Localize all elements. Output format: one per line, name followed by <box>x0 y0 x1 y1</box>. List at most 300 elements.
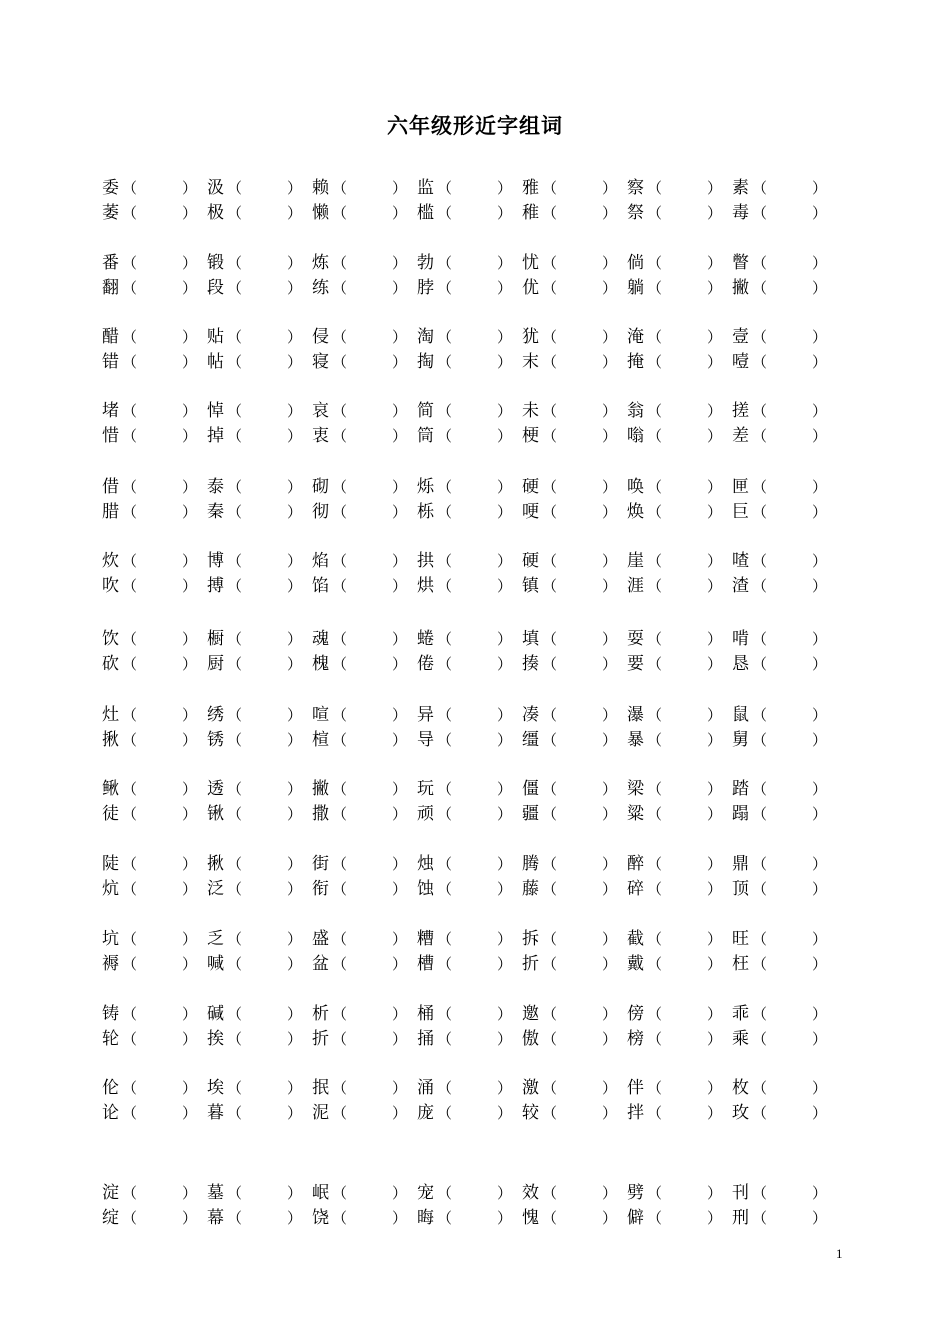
close-paren: ） <box>392 353 408 371</box>
open-paren: （ <box>752 880 768 898</box>
open-paren: （ <box>122 353 138 371</box>
close-paren: ） <box>497 204 513 222</box>
close-paren: ） <box>707 855 723 873</box>
close-paren: ） <box>182 731 198 749</box>
close-paren: ） <box>182 328 198 346</box>
close-paren: ） <box>182 1184 198 1202</box>
open-paren: （ <box>332 731 348 749</box>
close-paren: ） <box>182 706 198 724</box>
character: 撒 <box>312 804 329 824</box>
character: 栎 <box>417 502 434 522</box>
open-paren: （ <box>437 731 453 749</box>
open-paren: （ <box>752 805 768 823</box>
close-paren: ） <box>182 1005 198 1023</box>
close-paren: ） <box>497 855 513 873</box>
character: 乏 <box>207 929 224 949</box>
open-paren: （ <box>122 1209 138 1227</box>
open-paren: （ <box>647 179 663 197</box>
character: 掩 <box>627 352 644 372</box>
worksheet-row <box>0 1101 950 1125</box>
close-paren: ） <box>287 179 303 197</box>
character: 楦 <box>312 730 329 750</box>
close-paren: ） <box>707 731 723 749</box>
close-paren: ） <box>497 930 513 948</box>
close-paren: ） <box>707 402 723 420</box>
character: 碎 <box>627 879 644 899</box>
close-paren: ） <box>707 655 723 673</box>
character: 毒 <box>732 203 749 223</box>
character: 砍 <box>102 654 119 674</box>
worksheet-row <box>0 652 950 676</box>
character: 蜷 <box>417 629 434 649</box>
open-paren: （ <box>647 328 663 346</box>
open-paren: （ <box>647 780 663 798</box>
character: 镇 <box>522 576 539 596</box>
close-paren: ） <box>497 552 513 570</box>
close-paren: ） <box>392 655 408 673</box>
worksheet-row <box>0 500 950 524</box>
close-paren: ） <box>707 706 723 724</box>
close-paren: ） <box>707 427 723 445</box>
close-paren: ） <box>392 855 408 873</box>
close-paren: ） <box>287 1005 303 1023</box>
close-paren: ） <box>287 552 303 570</box>
close-paren: ） <box>497 1005 513 1023</box>
open-paren: （ <box>542 630 558 648</box>
open-paren: （ <box>647 1005 663 1023</box>
character: 暮 <box>207 1103 224 1123</box>
close-paren: ） <box>497 179 513 197</box>
open-paren: （ <box>752 1005 768 1023</box>
character: 惜 <box>102 426 119 446</box>
close-paren: ） <box>182 503 198 521</box>
worksheet-row <box>0 475 950 499</box>
close-paren: ） <box>602 1104 618 1122</box>
character: 翁 <box>627 401 644 421</box>
character: 烘 <box>417 576 434 596</box>
open-paren: （ <box>752 930 768 948</box>
character: 搏 <box>207 576 224 596</box>
character: 埃 <box>207 1078 224 1098</box>
open-paren: （ <box>122 1005 138 1023</box>
open-paren: （ <box>332 328 348 346</box>
open-paren: （ <box>437 353 453 371</box>
character: 汲 <box>207 178 224 198</box>
open-paren: （ <box>227 1209 243 1227</box>
character: 躺 <box>627 278 644 298</box>
close-paren: ） <box>392 1030 408 1048</box>
character: 硬 <box>522 477 539 497</box>
character: 截 <box>627 929 644 949</box>
open-paren: （ <box>542 478 558 496</box>
open-paren: （ <box>332 1030 348 1048</box>
character: 耍 <box>627 629 644 649</box>
open-paren: （ <box>542 731 558 749</box>
open-paren: （ <box>647 1030 663 1048</box>
open-paren: （ <box>647 577 663 595</box>
open-paren: （ <box>542 655 558 673</box>
close-paren: ） <box>812 402 828 420</box>
open-paren: （ <box>542 706 558 724</box>
close-paren: ） <box>287 780 303 798</box>
open-paren: （ <box>752 552 768 570</box>
worksheet-row <box>0 627 950 651</box>
worksheet-row <box>0 802 950 826</box>
character: 筒 <box>417 426 434 446</box>
close-paren: ） <box>602 955 618 973</box>
character: 崖 <box>627 551 644 571</box>
character: 暴 <box>627 730 644 750</box>
open-paren: （ <box>437 577 453 595</box>
open-paren: （ <box>542 552 558 570</box>
close-paren: ） <box>497 402 513 420</box>
character: 烛 <box>417 854 434 874</box>
open-paren: （ <box>437 503 453 521</box>
character: 壹 <box>732 327 749 347</box>
close-paren: ） <box>602 1209 618 1227</box>
character: 借 <box>102 477 119 497</box>
character: 炼 <box>312 253 329 273</box>
close-paren: ） <box>497 1209 513 1227</box>
close-paren: ） <box>497 880 513 898</box>
close-paren: ） <box>812 552 828 570</box>
close-paren: ） <box>497 328 513 346</box>
close-paren: ） <box>497 1079 513 1097</box>
close-paren: ） <box>392 1079 408 1097</box>
close-paren: ） <box>392 1184 408 1202</box>
open-paren: （ <box>122 254 138 272</box>
character: 旺 <box>732 929 749 949</box>
open-paren: （ <box>332 1079 348 1097</box>
worksheet-row <box>0 1027 950 1051</box>
open-paren: （ <box>752 402 768 420</box>
close-paren: ） <box>602 179 618 197</box>
character: 番 <box>102 253 119 273</box>
character: 激 <box>522 1078 539 1098</box>
close-paren: ） <box>602 254 618 272</box>
character: 析 <box>312 1004 329 1024</box>
close-paren: ） <box>812 328 828 346</box>
character: 馅 <box>312 576 329 596</box>
open-paren: （ <box>227 855 243 873</box>
close-paren: ） <box>707 552 723 570</box>
close-paren: ） <box>812 930 828 948</box>
close-paren: ） <box>812 577 828 595</box>
character: 疆 <box>522 804 539 824</box>
open-paren: （ <box>437 1030 453 1048</box>
close-paren: ） <box>602 930 618 948</box>
character: 愧 <box>522 1208 539 1228</box>
close-paren: ） <box>182 880 198 898</box>
close-paren: ） <box>287 353 303 371</box>
close-paren: ） <box>812 254 828 272</box>
close-paren: ） <box>497 706 513 724</box>
open-paren: （ <box>647 279 663 297</box>
character: 错 <box>102 352 119 372</box>
worksheet-row <box>0 927 950 951</box>
close-paren: ） <box>602 780 618 798</box>
character: 脖 <box>417 278 434 298</box>
open-paren: （ <box>332 630 348 648</box>
open-paren: （ <box>437 1079 453 1097</box>
close-paren: ） <box>392 427 408 445</box>
close-paren: ） <box>602 503 618 521</box>
close-paren: ） <box>392 204 408 222</box>
open-paren: （ <box>752 254 768 272</box>
character: 盆 <box>312 954 329 974</box>
close-paren: ） <box>287 880 303 898</box>
open-paren: （ <box>647 930 663 948</box>
open-paren: （ <box>752 179 768 197</box>
close-paren: ） <box>497 279 513 297</box>
open-paren: （ <box>542 930 558 948</box>
character: 劈 <box>627 1183 644 1203</box>
character: 倦 <box>417 654 434 674</box>
character: 堵 <box>102 401 119 421</box>
close-paren: ） <box>812 353 828 371</box>
open-paren: （ <box>752 655 768 673</box>
close-paren: ） <box>392 955 408 973</box>
character: 饮 <box>102 629 119 649</box>
character: 极 <box>207 203 224 223</box>
close-paren: ） <box>497 955 513 973</box>
character: 烁 <box>417 477 434 497</box>
open-paren: （ <box>542 1005 558 1023</box>
open-paren: （ <box>437 706 453 724</box>
close-paren: ） <box>392 179 408 197</box>
character: 泥 <box>312 1103 329 1123</box>
close-paren: ） <box>392 254 408 272</box>
character: 异 <box>417 705 434 725</box>
close-paren: ） <box>707 204 723 222</box>
close-paren: ） <box>182 630 198 648</box>
character: 噎 <box>732 352 749 372</box>
open-paren: （ <box>122 328 138 346</box>
character: 街 <box>312 854 329 874</box>
character: 监 <box>417 178 434 198</box>
open-paren: （ <box>752 780 768 798</box>
character: 锈 <box>207 730 224 750</box>
worksheet-row <box>0 877 950 901</box>
character: 淘 <box>417 327 434 347</box>
close-paren: ） <box>182 655 198 673</box>
close-paren: ） <box>497 630 513 648</box>
character: 榜 <box>627 1029 644 1049</box>
close-paren: ） <box>497 503 513 521</box>
character: 贴 <box>207 327 224 347</box>
close-paren: ） <box>497 1030 513 1048</box>
close-paren: ） <box>287 402 303 420</box>
close-paren: ） <box>707 805 723 823</box>
character: 梁 <box>627 779 644 799</box>
close-paren: ） <box>602 1079 618 1097</box>
open-paren: （ <box>332 655 348 673</box>
character: 犹 <box>522 327 539 347</box>
close-paren: ） <box>392 478 408 496</box>
open-paren: （ <box>752 478 768 496</box>
open-paren: （ <box>542 328 558 346</box>
character: 巨 <box>732 502 749 522</box>
close-paren: ） <box>497 1184 513 1202</box>
character: 揍 <box>522 654 539 674</box>
close-paren: ） <box>707 478 723 496</box>
open-paren: （ <box>227 1079 243 1097</box>
open-paren: （ <box>647 1079 663 1097</box>
open-paren: （ <box>437 855 453 873</box>
character: 宠 <box>417 1183 434 1203</box>
open-paren: （ <box>542 1104 558 1122</box>
open-paren: （ <box>332 880 348 898</box>
open-paren: （ <box>752 328 768 346</box>
close-paren: ） <box>392 328 408 346</box>
close-paren: ） <box>602 353 618 371</box>
open-paren: （ <box>227 1005 243 1023</box>
character: 邀 <box>522 1004 539 1024</box>
character: 效 <box>522 1183 539 1203</box>
close-paren: ） <box>287 1184 303 1202</box>
close-paren: ） <box>497 254 513 272</box>
close-paren: ） <box>812 805 828 823</box>
close-paren: ） <box>602 731 618 749</box>
character: 炊 <box>102 551 119 571</box>
open-paren: （ <box>437 930 453 948</box>
character: 翻 <box>102 278 119 298</box>
close-paren: ） <box>287 855 303 873</box>
close-paren: ） <box>182 179 198 197</box>
close-paren: ） <box>707 1104 723 1122</box>
open-paren: （ <box>122 279 138 297</box>
character: 唤 <box>627 477 644 497</box>
character: 饶 <box>312 1208 329 1228</box>
worksheet-row <box>0 399 950 423</box>
character: 伴 <box>627 1078 644 1098</box>
close-paren: ） <box>812 1209 828 1227</box>
character: 陡 <box>102 854 119 874</box>
open-paren: （ <box>122 731 138 749</box>
character: 拱 <box>417 551 434 571</box>
character: 渣 <box>732 576 749 596</box>
open-paren: （ <box>122 1030 138 1048</box>
character: 傲 <box>522 1029 539 1049</box>
open-paren: （ <box>437 204 453 222</box>
character: 折 <box>312 1029 329 1049</box>
character: 醉 <box>627 854 644 874</box>
open-paren: （ <box>227 503 243 521</box>
worksheet-row <box>0 350 950 374</box>
open-paren: （ <box>542 503 558 521</box>
open-paren: （ <box>647 1184 663 1202</box>
character: 哽 <box>522 502 539 522</box>
character: 晦 <box>417 1208 434 1228</box>
character: 锹 <box>207 804 224 824</box>
open-paren: （ <box>332 780 348 798</box>
worksheet-row <box>0 201 950 225</box>
character: 段 <box>207 278 224 298</box>
close-paren: ） <box>602 577 618 595</box>
character: 撇 <box>312 779 329 799</box>
character: 泰 <box>207 477 224 497</box>
open-paren: （ <box>227 279 243 297</box>
close-paren: ） <box>287 930 303 948</box>
open-paren: （ <box>752 1079 768 1097</box>
page-number: 1 <box>836 1246 843 1261</box>
open-paren: （ <box>332 353 348 371</box>
open-paren: （ <box>437 955 453 973</box>
open-paren: （ <box>227 1184 243 1202</box>
page-title: 六年级形近字组词 <box>387 114 563 138</box>
character: 察 <box>627 178 644 198</box>
open-paren: （ <box>122 706 138 724</box>
character: 搓 <box>732 401 749 421</box>
open-paren: （ <box>332 706 348 724</box>
character: 勃 <box>417 253 434 273</box>
open-paren: （ <box>647 402 663 420</box>
close-paren: ） <box>287 655 303 673</box>
character: 缰 <box>522 730 539 750</box>
character: 论 <box>102 1103 119 1123</box>
close-paren: ） <box>812 1005 828 1023</box>
close-paren: ） <box>707 630 723 648</box>
character: 厨 <box>207 654 224 674</box>
close-paren: ） <box>392 1005 408 1023</box>
open-paren: （ <box>332 805 348 823</box>
close-paren: ） <box>392 630 408 648</box>
worksheet-row <box>0 276 950 300</box>
close-paren: ） <box>812 780 828 798</box>
open-paren: （ <box>227 577 243 595</box>
close-paren: ） <box>497 780 513 798</box>
open-paren: （ <box>752 731 768 749</box>
close-paren: ） <box>497 1104 513 1122</box>
open-paren: （ <box>647 478 663 496</box>
close-paren: ） <box>707 1030 723 1048</box>
close-paren: ） <box>812 478 828 496</box>
close-paren: ） <box>392 1104 408 1122</box>
close-paren: ） <box>602 402 618 420</box>
open-paren: （ <box>332 1005 348 1023</box>
close-paren: ） <box>602 1005 618 1023</box>
close-paren: ） <box>287 204 303 222</box>
open-paren: （ <box>647 706 663 724</box>
open-paren: （ <box>437 552 453 570</box>
character: 乖 <box>732 1004 749 1024</box>
character: 简 <box>417 401 434 421</box>
character: 庞 <box>417 1103 434 1123</box>
close-paren: ） <box>287 805 303 823</box>
close-paren: ） <box>182 254 198 272</box>
open-paren: （ <box>647 503 663 521</box>
close-paren: ） <box>707 780 723 798</box>
character: 碱 <box>207 1004 224 1024</box>
character: 顶 <box>732 879 749 899</box>
character: 槐 <box>312 654 329 674</box>
worksheet-row <box>0 1076 950 1100</box>
worksheet-row <box>0 728 950 752</box>
close-paren: ） <box>707 1005 723 1023</box>
close-paren: ） <box>497 577 513 595</box>
close-paren: ） <box>812 1030 828 1048</box>
character: 刑 <box>732 1208 749 1228</box>
open-paren: （ <box>647 204 663 222</box>
open-paren: （ <box>752 204 768 222</box>
open-paren: （ <box>542 179 558 197</box>
open-paren: （ <box>122 1184 138 1202</box>
character: 淹 <box>627 327 644 347</box>
open-paren: （ <box>227 1104 243 1122</box>
character: 槛 <box>417 203 434 223</box>
character: 末 <box>522 352 539 372</box>
close-paren: ） <box>287 577 303 595</box>
